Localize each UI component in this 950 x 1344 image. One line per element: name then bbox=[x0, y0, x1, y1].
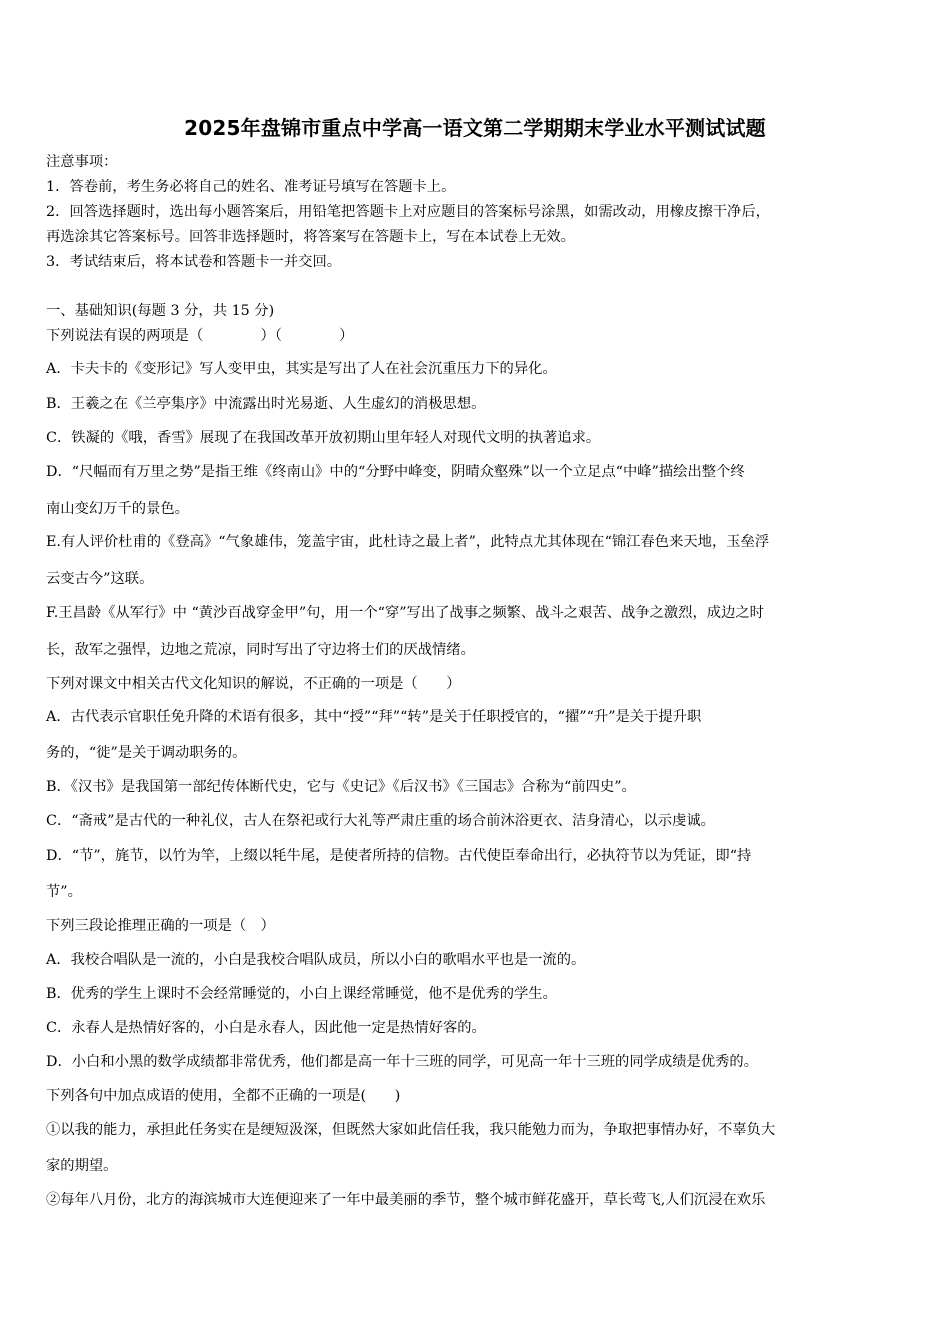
question-2-option-a-line-2: 务的，“徙”是关于调动职务的。 bbox=[46, 745, 247, 761]
page-title: 2025年盘锦市重点中学高一语文第二学期期末学业水平测试试题 bbox=[184, 116, 766, 140]
notice-item-3: 3．考试结束后，将本试卷和答题卡一并交回。 bbox=[46, 254, 342, 270]
question-1-option-c: C．铁凝的《哦，香雪》展现了在我国改革开放初期山里年轻人对现代文明的执著追求。 bbox=[46, 430, 601, 446]
question-2-stem: 下列对课文中相关古代文化知识的解说，不正确的一项是（ ） bbox=[46, 676, 461, 692]
notice-item-1: 1．答卷前，考生务必将自己的姓名、准考证号填写在答题卡上。 bbox=[46, 179, 456, 195]
section-heading: 一、基础知识(每题 3 分，共 15 分) bbox=[46, 303, 275, 319]
question-1-option-f-line-1: F.王昌龄《从军行》中 “黄沙百战穿金甲”句，用一个“穿”写出了战事之频繁、战斗之艰苦、战争之激烈，成边之时 bbox=[46, 605, 764, 621]
question-4-sentence-1-line-1: ①以我的能力，承担此任务实在是绠短汲深，但既然大家如此信任我，我只能勉力而为，争取把事情办好，不辜负大 bbox=[46, 1122, 776, 1138]
question-4-sentence-2-line-1: ②每年八月份，北方的海滨城市大连便迎来了一年中最美丽的季节，整个城市鲜花盛开，草长莺飞,人们沉浸在欢乐 bbox=[46, 1192, 766, 1208]
question-1-option-f-line-2: 长，敌军之强悍，边地之荒凉，同时写出了守边将士们的厌战情绪。 bbox=[46, 642, 475, 658]
question-4-sentence-1-line-2: 家的期望。 bbox=[46, 1158, 118, 1174]
question-2-option-a-line-1: A．古代表示官职任免升降的术语有很多，其中“授”“拜”“转”是关于任职授官的，“擢”“升”是关于提升职 bbox=[46, 709, 702, 725]
question-1-stem: 下列说法有误的两项是（ ）（ ） bbox=[46, 328, 354, 344]
question-2-option-b: B．《汉书》是我国第一部纪传体断代史，它与《史记》《后汉书》《三国志》合称为“前四史”。 bbox=[46, 779, 636, 795]
question-1-option-a: A．卡夫卡的《变形记》写人变甲虫，其实是写出了人在社会沉重压力下的异化。 bbox=[46, 361, 557, 377]
notice-heading: 注意事项： bbox=[46, 154, 118, 170]
question-3-option-b: B．优秀的学生上课时不会经常睡觉的，小白上课经常睡觉，他不是优秀的学生。 bbox=[46, 986, 557, 1002]
question-3-option-c: C．永春人是热情好客的，小白是永春人，因此他一定是热情好客的。 bbox=[46, 1020, 486, 1036]
question-3-option-a: A．我校合唱队是一流的，小白是我校合唱队成员，所以小白的歌唱水平也是一流的。 bbox=[46, 952, 586, 968]
question-2-option-d-line-2: 节”。 bbox=[46, 884, 82, 900]
notice-item-2-line-1: 2．回答选择题时，选出每小题答案后，用铅笔把答题卡上对应题目的答案标号涂黑，如需改动，用橡皮擦干净后， bbox=[46, 204, 770, 220]
question-3-stem: 下列三段论推理正确的一项是（ ） bbox=[46, 918, 275, 934]
question-4-stem: 下列各句中加点成语的使用，全都不正确的一项是( ) bbox=[46, 1088, 401, 1104]
question-1-option-d-line-1: D．“尺幅而有万里之势”是指王维《终南山》中的“分野中峰变，阴晴众壑殊”以一个立足点“中峰”描绘出整个终 bbox=[46, 464, 745, 480]
question-1-option-e-line-2: 云变古今”这联。 bbox=[46, 571, 154, 587]
question-2-option-c: C．“斋戒”是古代的一种礼仪，古人在祭祀或行大礼等严肃庄重的场合前沐浴更衣、洁身清心，以示虔诚。 bbox=[46, 813, 715, 829]
question-1-option-d-line-2: 南山变幻万千的景色。 bbox=[46, 501, 189, 517]
notice-item-2-line-2: 再选涂其它答案标号。回答非选择题时，将答案写在答题卡上，写在本试卷上无效。 bbox=[46, 229, 575, 245]
question-3-option-d: D．小白和小黑的数学成绩都非常优秀，他们都是高一年十三班的同学，可见高一年十三班的同学成绩是优秀的。 bbox=[46, 1054, 759, 1070]
question-1-option-b: B．王羲之在《兰亭集序》中流露出时光易逝、人生虚幻的消极思想。 bbox=[46, 396, 486, 412]
question-1-option-e-line-1: E.有人评价杜甫的《登高》“气象雄伟，笼盖宇宙，此杜诗之最上者”，此特点尤其体现在“锦江春色来天地，玉垒浮 bbox=[46, 534, 770, 550]
question-2-option-d-line-1: D．“节”，旄节，以竹为竿，上缀以牦牛尾，是使者所持的信物。古代使臣奉命出行，必执符节以为凭证，即“持 bbox=[46, 848, 752, 864]
